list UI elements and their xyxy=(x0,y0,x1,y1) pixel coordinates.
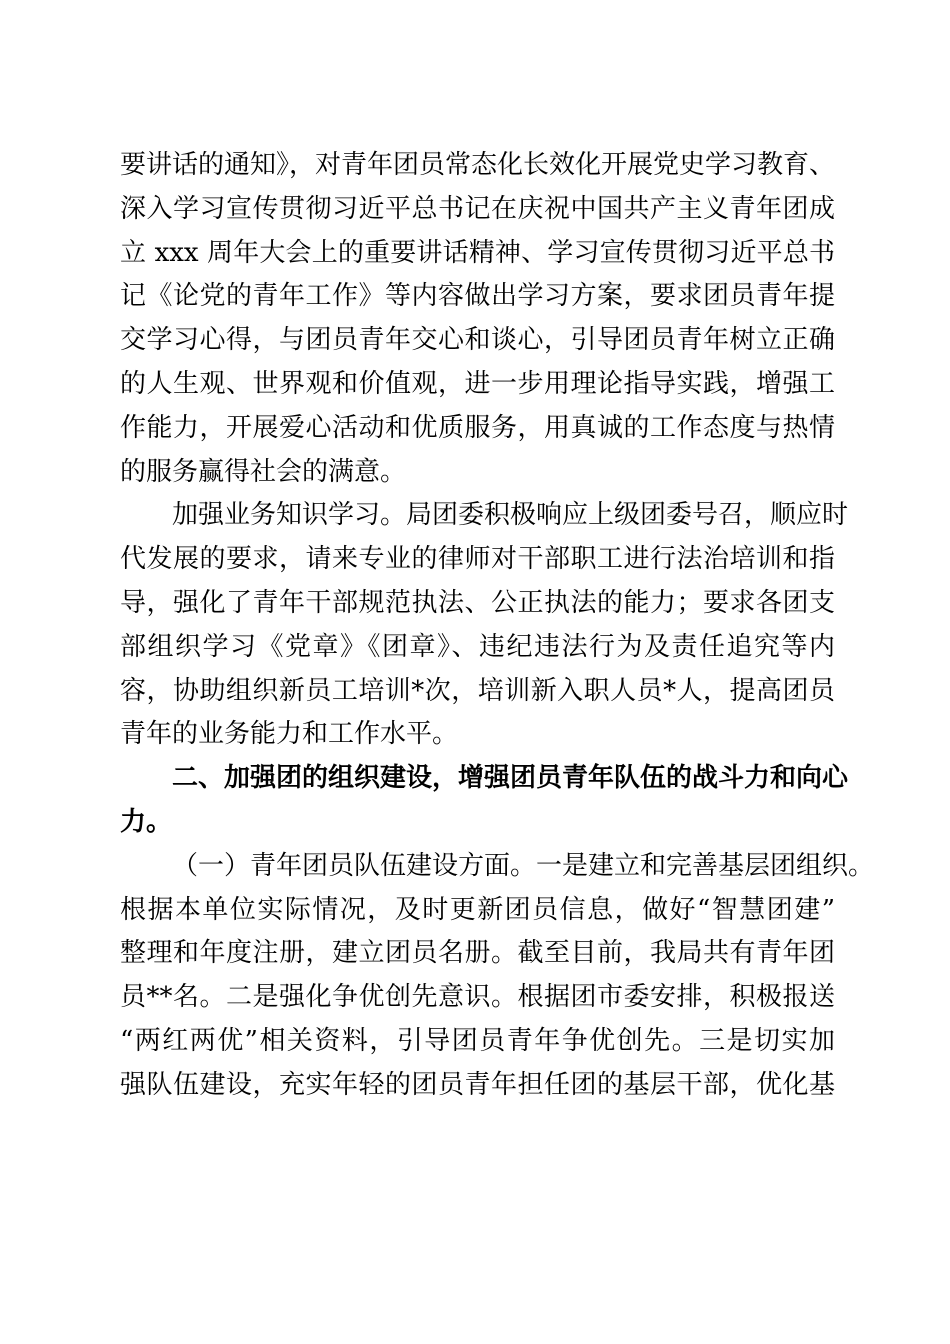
text-line: （一）青年团员队伍建设方面。一是建立和完善基层团组织。 xyxy=(172,850,875,881)
text-line: 部组织学习《党章》《团章》、违纪违法行为及责任追究等内 xyxy=(120,631,835,662)
text-line: 交学习心得，与团员青年交心和谈心，引导团员青年树立正确 xyxy=(120,325,835,356)
text-line: “两红两优”相关资料，引导团员青年争优创先。三是切实加 xyxy=(120,1025,835,1056)
heading-line: 二、加强团的组织建设，增强团员青年队伍的战斗力和向心 xyxy=(172,763,849,794)
text-line: 记《论党的青年工作》等内容做出学习方案，要求团员青年提 xyxy=(120,281,835,312)
section-heading xyxy=(120,757,849,845)
text-line: 立 xxx 周年大会上的重要讲话精神、学习宣传贯彻习近平总书 xyxy=(120,237,835,268)
text-line: 深入学习宣传贯彻习近平总书记在庆祝中国共产主义青年团成 xyxy=(120,193,835,224)
text-line: 员**名。二是强化争优创先意识。根据团市委安排，积极报送 xyxy=(120,982,835,1013)
paragraph-1 xyxy=(120,144,835,494)
text-line: 青年的业务能力和工作水平。 xyxy=(120,719,459,750)
text-line: 代发展的要求，请来专业的律师对干部职工进行法治培训和指 xyxy=(120,544,835,575)
text-line: 的人生观、世界观和价值观，进一步用理论指导实践，增强工 xyxy=(120,368,835,399)
paragraph-2 xyxy=(120,494,849,757)
heading-line: 力。 xyxy=(120,806,173,837)
text-line: 根据本单位实际情况，及时更新团员信息，做好“智慧团建” xyxy=(120,894,835,925)
paragraph-4 xyxy=(120,845,875,1108)
text-line: 的服务赢得社会的满意。 xyxy=(120,456,407,487)
text-line: 要讲话的通知》，对青年团员常态化长效化开展党史学习教育、 xyxy=(120,150,836,180)
text-line: 整理和年度注册，建立团员名册。截至目前，我局共有青年团 xyxy=(120,938,835,969)
text-line: 导，强化了青年干部规范执法、公正执法的能力；要求各团支 xyxy=(120,587,835,618)
text-line: 作能力，开展爱心活动和优质服务，用真诚的工作态度与热情 xyxy=(120,412,835,443)
text-line: 强队伍建设，充实年轻的团员青年担任团的基层干部，优化基 xyxy=(120,1069,835,1100)
body-text xyxy=(120,144,875,1108)
text-line: 加强业务知识学习。局团委积极响应上级团委号召，顺应时 xyxy=(172,500,849,531)
text-line: 容，协助组织新员工培训*次，培训新入职人员*人，提高团员 xyxy=(120,675,835,706)
